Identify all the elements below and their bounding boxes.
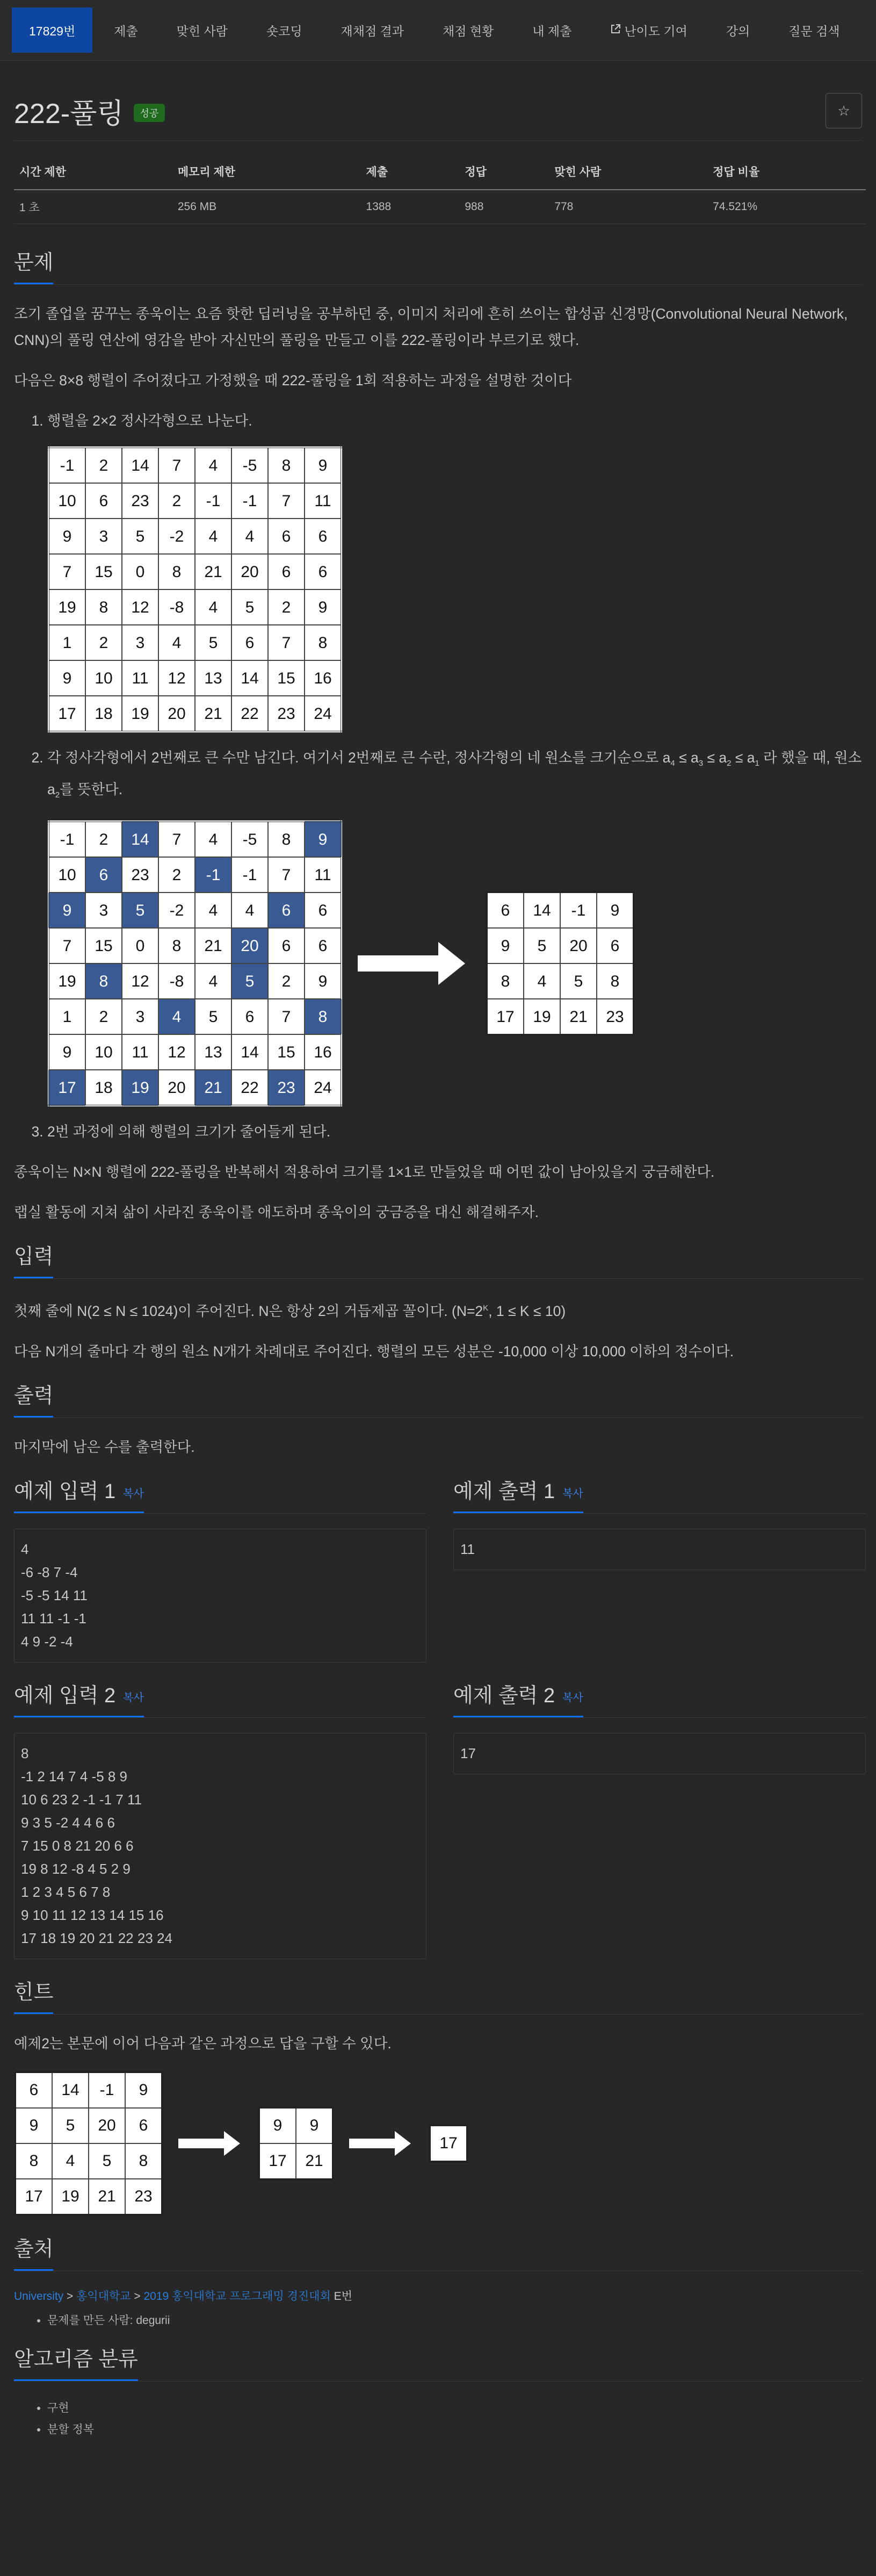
matrix-cell: -1 (560, 892, 597, 928)
matrix-cell: 4 (231, 519, 268, 554)
copy-button[interactable]: 복사 (123, 1692, 144, 1704)
matrix-cell: 19 (52, 2179, 89, 2215)
problem-info-table (14, 157, 866, 224)
nav-solved-users[interactable]: 맞힌 사람 (176, 24, 228, 38)
matrix-cell: 4 (195, 893, 231, 928)
matrix-cell: 12 (122, 963, 158, 999)
matrix-cell: 6 (305, 519, 342, 554)
matrix-cell: 7 (48, 928, 85, 963)
matrix-cell: 6 (305, 554, 342, 589)
source-link-school[interactable]: 홍익대학교 (76, 2290, 131, 2302)
matrix-cell: 16 (305, 660, 342, 696)
section-title-algorithms: 알고리즘 분류 (14, 2342, 138, 2381)
step-1 (47, 408, 862, 733)
sample-row-1 (14, 1474, 866, 1679)
matrix-cell: 18 (85, 696, 122, 732)
matrix-cell: 21 (560, 999, 597, 1035)
matrix-cell: 8 (85, 963, 122, 999)
step-2-text: 각 정사각형에서 2번째로 큰 수만 남긴다. 여기서 2번째로 큰 수란, 정사각형의 네 원소를 크기순으로 $a_4 \le a_3 \le a_2 \le a_1$ 라 했을 때, 원소 $a_2$를 뜻한다. (47, 750, 862, 800)
sample-input-2[interactable]: 8 -1 2 14 7 4 -5 8 9 10 6 23 2 -1 -1 7 11 9 3 5 -2 4 4 6 6 7 15 0 8 21 20 6 6 19 8 12 -8 4 5 2 9 1 2 3 4 5 6 7 8 9 10 11 12 13 14 15 16 17 18 19 20 21 22 23 24 (14, 1733, 426, 1959)
matrix-cell: 17 (48, 696, 85, 732)
matrix-cell: 21 (195, 928, 231, 963)
matrix-cell: 17 (487, 999, 524, 1035)
matrix-cell: 10 (85, 1034, 122, 1070)
matrix-cell: 6 (268, 519, 305, 554)
matrix-cell: 21 (195, 554, 231, 589)
nav-lectures[interactable]: 강의 (726, 24, 750, 38)
matrix-cell: 2 (268, 589, 305, 625)
problem-maker: • 문제를 만든 사람: degurii (47, 2310, 862, 2332)
output-paragraph: 마지막에 남은 수를 출력한다. (14, 1439, 195, 1455)
matrix-cell: 2 (85, 447, 122, 483)
matrix-cell: 2 (85, 999, 122, 1034)
matrix-cell: 6 (597, 928, 634, 963)
matrix-cell: 5 (89, 2143, 125, 2179)
matrix-cell: 4 (524, 963, 560, 999)
matrix-cell: 15 (85, 554, 122, 589)
matrix-cell: 6 (268, 893, 305, 928)
matrix-cell: -2 (158, 519, 195, 554)
matrix-cell: -5 (231, 821, 268, 857)
matrix-cell: 15 (85, 928, 122, 963)
matrix-cell: 20 (158, 696, 195, 732)
problem-paragraph-3: 종욱이는 N×N 행렬에 222-풀링을 반복해서 적용하여 크기를 1×1로 만들었을 때 어떤 값이 남아있을지 궁금해한다. (14, 1164, 715, 1180)
nav-question-search[interactable]: 질문 검색 (788, 24, 840, 38)
matrix-cell: 9 (305, 821, 342, 857)
sample-output-2-title: 예제 출력 2 복사 (453, 1679, 583, 1717)
matrix-cell: -8 (158, 589, 195, 625)
matrix-cell: 19 (48, 963, 85, 999)
matrix-cell: 9 (15, 2108, 52, 2143)
matrix-cell: 6 (231, 999, 268, 1034)
matrix-cell: 21 (195, 1070, 231, 1106)
matrix-cell: 6 (268, 928, 305, 963)
info-header: 정답 (459, 157, 549, 190)
hint-matrix-1x1 (429, 2124, 468, 2163)
matrix-cell: 21 (296, 2143, 333, 2179)
matrix-cell: 7 (268, 999, 305, 1034)
matrix-cell: 3 (85, 893, 122, 928)
matrix-cell: 8 (487, 963, 524, 999)
matrix-cell: 15 (268, 1034, 305, 1070)
matrix-cell: 4 (195, 589, 231, 625)
matrix-cell: 16 (305, 1034, 342, 1070)
nav-submit[interactable]: 제출 (114, 24, 138, 38)
matrix-cell: 2 (158, 483, 195, 519)
matrix-cell: 2 (85, 625, 122, 660)
status-badge: 성공 (134, 104, 165, 122)
matrix-cell: 6 (85, 483, 122, 519)
matrix-cell: 19 (122, 696, 158, 732)
matrix-cell: 23 (268, 1070, 305, 1106)
matrix-cell: 22 (231, 696, 268, 732)
nav-short-coding[interactable]: 숏코딩 (266, 24, 302, 38)
matrix-cell: 22 (231, 1070, 268, 1106)
maker-link[interactable]: degurii (136, 2314, 170, 2327)
source-details (14, 2310, 862, 2332)
matrix-cell: 23 (122, 857, 158, 893)
matrix-cell: 5 (122, 893, 158, 928)
info-header: 정답 비율 (707, 157, 866, 190)
copy-button[interactable]: 복사 (123, 1488, 144, 1500)
input-paragraph-1: 첫째 줄에 N(2 ≤ N ≤ 1024)이 주어진다. N은 항상 2의 거듭제곱 꼴이다. ($N=2^K$, 1 ≤ K ≤ 10) (14, 1303, 566, 1319)
problem-nav (0, 0, 876, 61)
pooling-diagram (47, 808, 862, 1119)
sample-output-1[interactable]: 11 (453, 1529, 866, 1570)
matrix-4x4-result (486, 891, 635, 1036)
matrix-cell: 15 (268, 660, 305, 696)
matrix-cell: 13 (195, 660, 231, 696)
matrix-cell: 4 (231, 893, 268, 928)
matrix-cell: 14 (52, 2072, 89, 2108)
sample-row-2 (14, 1679, 866, 1975)
matrix-cell: 20 (158, 1070, 195, 1106)
matrix-cell: 8 (268, 821, 305, 857)
matrix-cell: -1 (48, 447, 85, 483)
matrix-cell: 19 (122, 1070, 158, 1106)
problem-page (0, 81, 876, 2441)
matrix-cell: -1 (89, 2072, 125, 2108)
matrix-cell: 9 (48, 1034, 85, 1070)
input-paragraph-2: 다음 N개의 줄마다 각 행의 원소 N개가 차례대로 주어진다. 행렬의 모든 성분은 -10,000 이상 10,000 이하의 정수이다. (14, 1343, 734, 1359)
matrix-cell: 6 (268, 554, 305, 589)
matrix-cell: 5 (231, 963, 268, 999)
info-header: 맞힌 사람 (549, 157, 707, 190)
title-bar (14, 81, 862, 141)
matrix-cell: 23 (125, 2179, 162, 2215)
matrix-cell: 4 (195, 447, 231, 483)
matrix-cell: 7 (48, 554, 85, 589)
page-title: 222-풀링 (14, 98, 124, 129)
external-link-icon (610, 23, 621, 38)
matrix-cell: 17 (15, 2179, 52, 2215)
nav-my-submissions[interactable]: 내 제출 (532, 24, 572, 38)
matrix-cell: 7 (268, 625, 305, 660)
section-title-source: 출처 (14, 2232, 53, 2271)
section-title-input: 입력 (14, 1240, 53, 1278)
info-value: 1388 (361, 190, 460, 224)
info-value: 1 초 (14, 190, 172, 224)
source-link-contest[interactable]: 2019 홍익대학교 프로그래밍 경진대회 (143, 2290, 331, 2302)
matrix-cell: 1 (48, 999, 85, 1034)
matrix-cell: 6 (15, 2072, 52, 2108)
matrix-cell: 5 (231, 589, 268, 625)
nav-problem-number[interactable]: 17829번 (12, 8, 92, 53)
matrix-cell: 9 (487, 928, 524, 963)
copy-button[interactable]: 복사 (562, 1692, 583, 1704)
matrix-cell: 6 (487, 892, 524, 928)
matrix-cell: -5 (231, 447, 268, 483)
matrix-cell: 19 (524, 999, 560, 1035)
matrix-cell: 6 (231, 625, 268, 660)
steps-list (14, 408, 862, 1145)
matrix-cell: 12 (158, 1034, 195, 1070)
matrix-8x8-highlighted (47, 820, 343, 1107)
matrix-cell: 20 (560, 928, 597, 963)
info-value: 256 MB (172, 190, 361, 224)
matrix-cell: 21 (89, 2179, 125, 2215)
source-breadcrumb: University > 홍익대학교 > 2019 홍익대학교 프로그래밍 경진대회 E번 (14, 2290, 352, 2302)
matrix-cell: 20 (231, 554, 268, 589)
matrix-cell: 6 (305, 928, 342, 963)
sample-output-1-title: 예제 출력 1 복사 (453, 1474, 583, 1513)
algorithm-tag[interactable]: • 구현 (47, 2398, 862, 2419)
matrix-cell: 14 (122, 821, 158, 857)
matrix-cell: 5 (560, 963, 597, 999)
matrix-cell: 19 (48, 589, 85, 625)
matrix-cell: 23 (122, 483, 158, 519)
info-value: 988 (459, 190, 549, 224)
matrix-cell: 8 (158, 928, 195, 963)
matrix-cell: 10 (48, 857, 85, 893)
matrix-cell: 11 (305, 857, 342, 893)
sample-output-2[interactable]: 17 (453, 1733, 866, 1774)
matrix-cell: 12 (158, 660, 195, 696)
matrix-cell: 9 (259, 2107, 296, 2143)
matrix-cell: -1 (231, 857, 268, 893)
matrix-cell: 2 (85, 821, 122, 857)
hint-paragraph: 예제2는 본문에 이어 다음과 같은 과정으로 답을 구할 수 있다. (14, 2035, 392, 2052)
matrix-cell: 17 (259, 2143, 296, 2179)
matrix-cell: 9 (48, 519, 85, 554)
matrix-cell: 14 (524, 892, 560, 928)
matrix-cell: 9 (597, 892, 634, 928)
matrix-cell: 9 (305, 589, 342, 625)
info-header: 시간 제한 (14, 157, 172, 190)
matrix-cell: 8 (305, 625, 342, 660)
matrix-cell: 13 (195, 1034, 231, 1070)
algorithm-tag[interactable]: • 분할 정복 (47, 2419, 862, 2441)
matrix-cell: 20 (231, 928, 268, 963)
matrix-cell: 9 (305, 447, 342, 483)
section-title-output: 출력 (14, 1379, 53, 1417)
copy-button[interactable]: 복사 (562, 1488, 583, 1500)
matrix-cell: 2 (268, 963, 305, 999)
matrix-cell: 8 (85, 589, 122, 625)
matrix-cell: 12 (122, 589, 158, 625)
matrix-cell: 5 (524, 928, 560, 963)
nav-rejudge-results[interactable]: 재채점 결과 (341, 24, 404, 38)
matrix-8x8 (47, 446, 343, 733)
matrix-cell: 8 (15, 2143, 52, 2179)
star-icon: ☆ (837, 102, 850, 119)
matrix-cell: 4 (195, 519, 231, 554)
matrix-cell: 14 (231, 1034, 268, 1070)
matrix-cell: 3 (85, 519, 122, 554)
right-arrow-icon (178, 2130, 243, 2157)
hint-matrix-2x2 (258, 2106, 334, 2181)
matrix-cell: 11 (122, 660, 158, 696)
nav-difficulty-contribution[interactable] (593, 8, 704, 53)
info-value: 778 (549, 190, 707, 224)
info-header: 메모리 제한 (172, 157, 361, 190)
section-title-problem: 문제 (14, 246, 53, 284)
matrix-cell: -1 (231, 483, 268, 519)
matrix-cell: 1 (48, 625, 85, 660)
matrix-cell: 5 (52, 2108, 89, 2143)
matrix-cell: 4 (195, 963, 231, 999)
sample-input-1[interactable]: 4 -6 -8 7 -4 -5 -5 14 11 11 11 -1 -1 4 9 -2 -4 (14, 1529, 426, 1663)
matrix-cell: 2 (158, 857, 195, 893)
step-3: 3. 2번 과정에 의해 행렬의 크기가 줄어들게 된다. (47, 1119, 862, 1145)
matrix-cell: -1 (195, 483, 231, 519)
matrix-cell: 9 (296, 2107, 333, 2143)
matrix-cell: 6 (305, 893, 342, 928)
matrix-cell: 4 (158, 625, 195, 660)
matrix-cell: 5 (122, 519, 158, 554)
matrix-cell: -2 (158, 893, 195, 928)
matrix-cell: 4 (195, 821, 231, 857)
matrix-cell: 4 (158, 999, 195, 1034)
favorite-button[interactable] (826, 93, 862, 128)
matrix-cell: 8 (268, 447, 305, 483)
section-title-hint: 힌트 (14, 1975, 53, 2014)
matrix-cell: 24 (305, 1070, 342, 1106)
matrix-cell: 10 (48, 483, 85, 519)
matrix-cell: 0 (122, 554, 158, 589)
matrix-cell: 7 (268, 857, 305, 893)
matrix-cell: -8 (158, 963, 195, 999)
matrix-cell: 10 (85, 660, 122, 696)
step-2 (47, 745, 862, 1119)
matrix-cell: 3 (122, 625, 158, 660)
matrix-cell: 5 (195, 999, 231, 1034)
source-link-university[interactable]: University (14, 2290, 64, 2302)
matrix-cell: 8 (158, 554, 195, 589)
matrix-cell: 5 (195, 625, 231, 660)
matrix-cell: 8 (125, 2143, 162, 2179)
matrix-cell: 7 (158, 447, 195, 483)
matrix-cell: 23 (268, 696, 305, 732)
matrix-cell: 21 (195, 696, 231, 732)
matrix-cell: 11 (305, 483, 342, 519)
matrix-cell: 17 (430, 2125, 467, 2162)
matrix-cell: 9 (305, 963, 342, 999)
matrix-cell: 3 (122, 999, 158, 1034)
matrix-cell: 14 (231, 660, 268, 696)
step-1-text: 행렬을 2×2 정사각형으로 나눈다. (47, 413, 252, 429)
matrix-cell: 9 (48, 893, 85, 928)
nav-status[interactable]: 채점 현황 (443, 24, 494, 38)
matrix-cell: 7 (158, 821, 195, 857)
matrix-cell: 14 (122, 447, 158, 483)
matrix-cell: 0 (122, 928, 158, 963)
right-arrow-icon (358, 939, 470, 988)
matrix-cell: 8 (597, 963, 634, 999)
matrix-cell: 23 (597, 999, 634, 1035)
problem-paragraph-2: 다음은 8×8 행렬이 주어졌다고 가정했을 때 222-풀링을 1회 적용하는 과정을 설명한 것이다 (14, 372, 572, 388)
matrix-cell: 6 (125, 2108, 162, 2143)
matrix-cell: 20 (89, 2108, 125, 2143)
nav-difficulty-label: 난이도 기여 (624, 24, 687, 38)
matrix-cell: 7 (268, 483, 305, 519)
algorithm-tags (14, 2398, 862, 2441)
matrix-cell: 9 (48, 660, 85, 696)
info-header: 제출 (361, 157, 460, 190)
right-arrow-icon (349, 2130, 414, 2157)
info-value: 74.521% (707, 190, 866, 224)
sample-input-1-title: 예제 입력 1 복사 (14, 1474, 144, 1513)
matrix-cell: 17 (48, 1070, 85, 1106)
matrix-cell: 6 (85, 857, 122, 893)
matrix-cell: 8 (305, 999, 342, 1034)
matrix-cell: 4 (52, 2143, 89, 2179)
problem-paragraph-1: 조기 졸업을 꿈꾸는 종욱이는 요즘 핫한 딥러닝을 공부하던 중, 이미지 처리에 흔히 쓰이는 합성곱 신경망(Convolutional Neural Network, CNN)의 풀링 연산에 영감을 받아 자신만의 풀링을 만들고 이를 222-풀링이라 부르기로 했다. (14, 306, 848, 348)
matrix-cell: 18 (85, 1070, 122, 1106)
matrix-cell: 9 (125, 2072, 162, 2108)
matrix-cell: -1 (195, 857, 231, 893)
matrix-cell: 11 (122, 1034, 158, 1070)
hint-diagram (14, 2071, 862, 2216)
matrix-cell: 24 (305, 696, 342, 732)
problem-paragraph-4: 랩실 활동에 지쳐 삶이 사라진 종욱이를 애도하며 종욱이의 궁금증을 대신 해결해주자. (14, 1204, 539, 1220)
sample-input-2-title: 예제 입력 2 복사 (14, 1679, 144, 1717)
hint-matrix-4x4 (14, 2071, 163, 2216)
matrix-cell: -1 (48, 821, 85, 857)
